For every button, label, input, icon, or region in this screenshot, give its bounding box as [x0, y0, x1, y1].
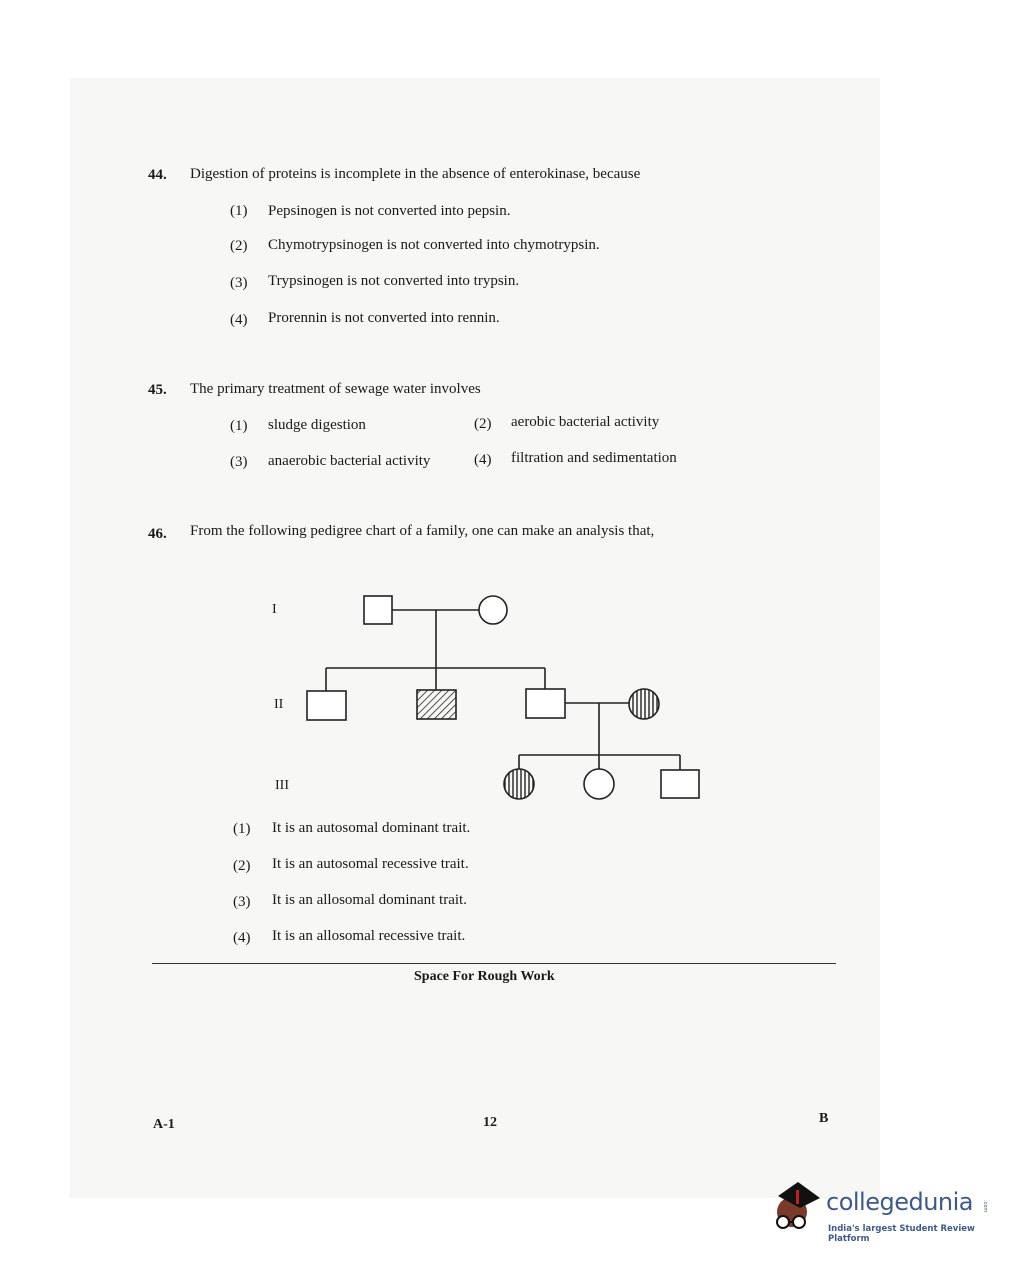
option-number: (2): [474, 416, 492, 432]
paper-code: A-1: [153, 1117, 175, 1132]
male-unaffected: [526, 689, 565, 718]
option-text: aerobic bacterial activity: [511, 414, 660, 430]
option-number: (3): [233, 894, 251, 910]
female-unaffected: [479, 596, 507, 624]
female-affected: [504, 769, 534, 799]
option-text: It is an autosomal recessive trait.: [272, 856, 469, 872]
generation-label-2: II: [274, 697, 284, 712]
option-text: It is an allosomal recessive trait.: [272, 928, 466, 944]
generation-label-1: I: [272, 602, 277, 617]
logo-tagline: India's largest Student Review Platform: [828, 1224, 975, 1244]
option-text: sludge digestion: [268, 417, 366, 433]
option-text: filtration and sedimentation: [511, 450, 677, 466]
question-44-number: 44.: [148, 167, 167, 183]
option-number: (1): [233, 821, 251, 837]
rough-work-label: Space For Rough Work: [414, 969, 555, 984]
option-text: It is an allosomal dominant trait.: [272, 892, 467, 908]
female-affected: [629, 689, 659, 719]
option-text: Pepsinogen is not converted into pepsin.: [268, 203, 511, 219]
page-number: 12: [483, 1115, 497, 1130]
option-text: anaerobic bacterial activity: [268, 453, 431, 469]
option-number: (1): [230, 418, 248, 434]
option-text: Prorennin is not converted into rennin.: [268, 310, 500, 326]
question-45-number: 45.: [148, 382, 167, 398]
logo-name: collegedunia: [826, 1188, 974, 1216]
option-number: (2): [230, 238, 248, 254]
question-46-text: From the following pedigree chart of a family, one can make an analysis that,: [190, 523, 655, 539]
option-number: (4): [474, 452, 492, 468]
question-45-text: The primary treatment of sewage water involves: [190, 381, 481, 397]
female-unaffected: [584, 769, 614, 799]
mascot-icon: [768, 1178, 826, 1248]
option-text: Trypsinogen is not converted into trypsin.: [268, 273, 520, 289]
option-number: (4): [233, 930, 251, 946]
option-number: (3): [230, 275, 248, 291]
option-number: (2): [233, 858, 251, 874]
generation-label-3: III: [275, 778, 289, 793]
question-44-text: Digestion of proteins is incomplete in the absence of enterokinase, because: [190, 166, 641, 182]
option-number: (1): [230, 203, 248, 219]
option-text: It is an autosomal dominant trait.: [272, 820, 471, 836]
male-unaffected: [307, 691, 346, 720]
divider: [152, 963, 836, 964]
logo-suffix: .com: [982, 1200, 988, 1213]
collegedunia-logo: [768, 1178, 998, 1248]
question-46-number: 46.: [148, 526, 167, 542]
male-affected: [417, 690, 456, 719]
set-label: B: [819, 1111, 829, 1126]
option-text: Chymotrypsinogen is not converted into chymotrypsin.: [268, 237, 600, 253]
male-unaffected: [364, 596, 392, 624]
option-number: (3): [230, 454, 248, 470]
option-number: (4): [230, 312, 248, 328]
male-unaffected: [661, 770, 699, 798]
